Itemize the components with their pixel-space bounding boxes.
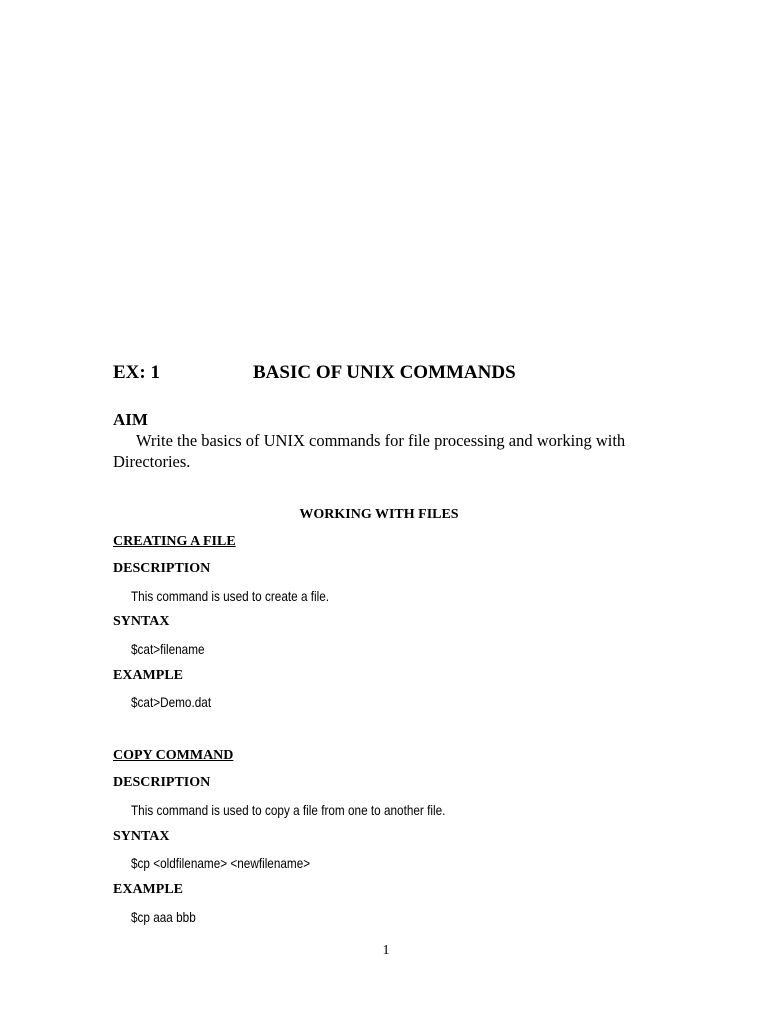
aim-text: Write the basics of UNIX commands for file processing and working with Directories. bbox=[113, 431, 626, 471]
syntax-label: SYNTAX bbox=[113, 614, 170, 629]
example-text: $cp aaa bbb bbox=[131, 909, 196, 925]
example-label: EXAMPLE bbox=[113, 882, 183, 897]
syntax-label: SYNTAX bbox=[113, 829, 170, 844]
description-label: DESCRIPTION bbox=[113, 561, 211, 576]
description-text: This command is used to copy a file from one to another file. bbox=[131, 802, 446, 818]
exercise-number: EX: 1 bbox=[113, 362, 160, 383]
example-text: $cat>Demo.dat bbox=[131, 694, 212, 710]
example-label: EXAMPLE bbox=[113, 668, 183, 683]
page-number: 1 bbox=[382, 943, 390, 958]
aim-heading: AIM bbox=[113, 410, 148, 429]
aim-text-block bbox=[113, 430, 673, 472]
command-heading-copy: COPY COMMAND bbox=[113, 748, 234, 763]
section-heading: WORKING WITH FILES bbox=[299, 507, 459, 522]
exercise-title: BASIC OF UNIX COMMANDS bbox=[253, 362, 516, 383]
description-text: This command is used to create a file. bbox=[131, 588, 330, 604]
command-heading-create-file: CREATING A FILE bbox=[113, 534, 236, 549]
syntax-text: $cat>filename bbox=[131, 641, 205, 657]
syntax-text: $cp <oldfilename> <newfilename> bbox=[131, 855, 311, 871]
description-label: DESCRIPTION bbox=[113, 775, 211, 790]
